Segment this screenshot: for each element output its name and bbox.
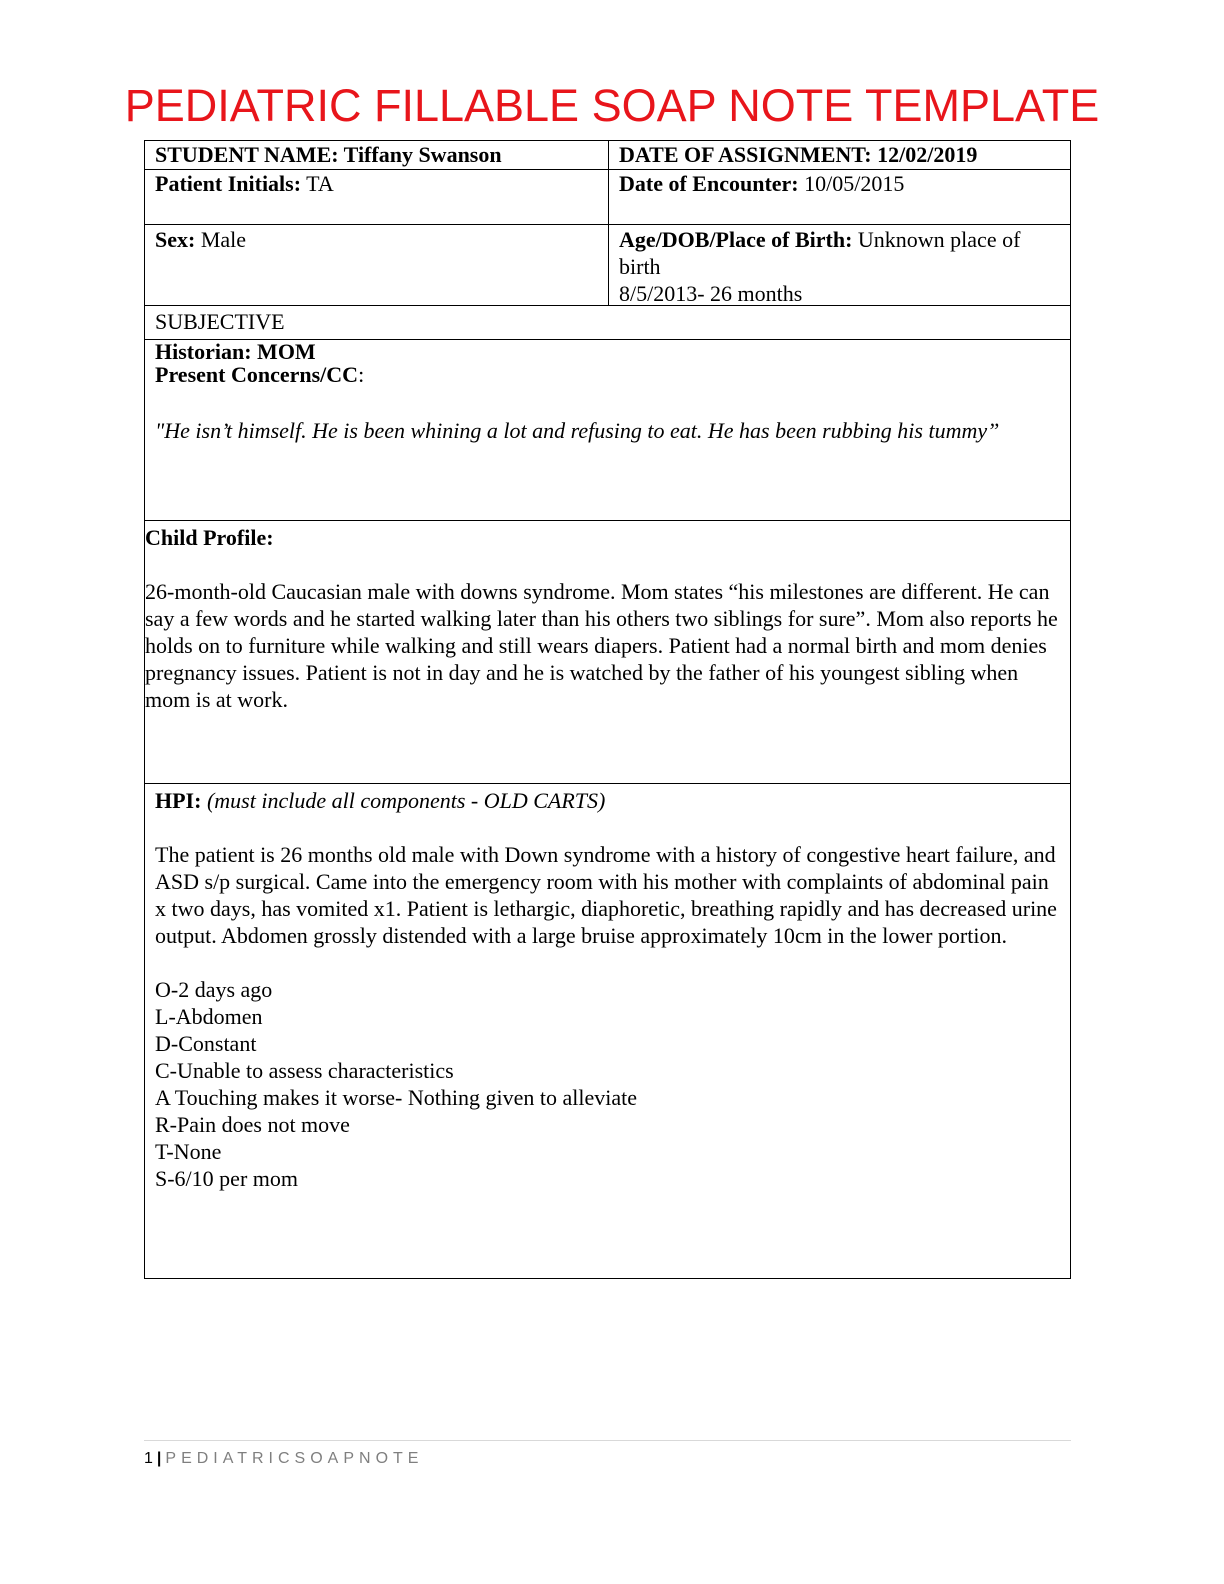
age-dob-label: Age/DOB/Place of Birth:: [619, 227, 853, 252]
sex-label: Sex:: [155, 227, 196, 252]
oldcarts-item: L-Abdomen: [155, 1004, 263, 1029]
concerns-colon: :: [358, 362, 365, 387]
oldcarts-item: R-Pain does not move: [155, 1112, 350, 1137]
student-name-cell: [145, 141, 609, 169]
dob-value: 8/5/2013- 26 months: [619, 281, 803, 306]
sex-value: Male: [195, 227, 247, 252]
child-profile-text: 26-month-old Caucasian male with downs syndrome. Mom states “his milestones are different. He can say a few words and he started walking later than his others two siblings for sure”. Mom also reports he holds on to furniture while walking and still wears diapers. Patient had a normal birth and mom denies pregnancy issues. Patient is not in day and he is watched by the father of his youngest sibling when mom is at work.: [145, 579, 1058, 712]
subjective-heading-row: [145, 306, 1070, 340]
oldcarts-item: C-Unable to assess characteristics: [155, 1058, 454, 1083]
page-footer: [144, 1440, 1071, 1468]
child-profile-row: [145, 521, 1070, 784]
patient-initials-cell: [145, 170, 609, 224]
oldcarts-item: D-Constant: [155, 1031, 257, 1056]
assignment-date: DATE OF ASSIGNMENT: 12/02/2019: [619, 142, 978, 167]
subjective-cell: [145, 340, 1070, 520]
student-name: STUDENT NAME: Tiffany Swanson: [155, 142, 502, 167]
header-row-patient: [145, 170, 1070, 225]
hpi-cell: [145, 784, 1070, 1278]
child-profile-heading: Child Profile:: [145, 525, 274, 550]
historian: Historian: MOM: [155, 339, 316, 364]
assignment-date-cell: [609, 141, 1070, 169]
encounter-date-value: 10/05/2015: [798, 171, 905, 196]
page-title: PEDIATRIC FILLABLE SOAP NOTE TEMPLATE: [124, 80, 1100, 131]
hpi-label: HPI:: [155, 788, 202, 813]
oldcarts-item: S-6/10 per mom: [155, 1166, 298, 1191]
patient-initials-value: TA: [301, 171, 334, 196]
patient-initials-label: Patient Initials:: [155, 171, 302, 196]
encounter-date-label: Date of Encounter:: [619, 171, 799, 196]
hpi-text: The patient is 26 months old male with Down syndrome with a history of congestive heart failure, and ASD s/p surgical. Came into the emergency room with his mother with complaints of abdominal pain x two days, has vomited x1. Patient is lethargic, diaphoretic, breathing rapidly and has decreased urine output. Abdomen grossly distended with a large bruise approximately 10cm in the lower portion.: [155, 842, 1057, 948]
hpi-note: (must include all components - OLD CARTS): [201, 788, 606, 813]
footer-separator: |: [156, 1450, 162, 1467]
sex-cell: [145, 225, 609, 305]
encounter-date-cell: [609, 170, 1070, 224]
page-number: 1: [144, 1450, 153, 1467]
header-row-sex: [145, 225, 1070, 306]
age-dob-value: Unknown place of birth: [619, 227, 1021, 279]
chief-complaint-quote: "He isn’t himself. He is been whining a lot and refusing to eat. He has been rubbing his tummy”: [155, 418, 1000, 443]
concerns-label: Present Concerns/CC: [155, 362, 359, 387]
subjective-row: [145, 340, 1070, 521]
child-profile-cell: [145, 521, 1070, 783]
oldcarts-item: T-None: [155, 1139, 222, 1164]
soap-note-table: [144, 140, 1071, 1279]
footer-label: PEDIATRICSOAPNOTE: [165, 1450, 424, 1467]
oldcarts-list: [155, 976, 1062, 1192]
age-dob-cell: [609, 225, 1070, 305]
hpi-row: [145, 784, 1070, 1278]
subjective-heading: SUBJECTIVE: [155, 309, 285, 334]
oldcarts-item: A Touching makes it worse- Nothing given to alleviate: [155, 1085, 637, 1110]
header-row-student: [145, 141, 1070, 170]
oldcarts-item: O-2 days ago: [155, 977, 273, 1002]
